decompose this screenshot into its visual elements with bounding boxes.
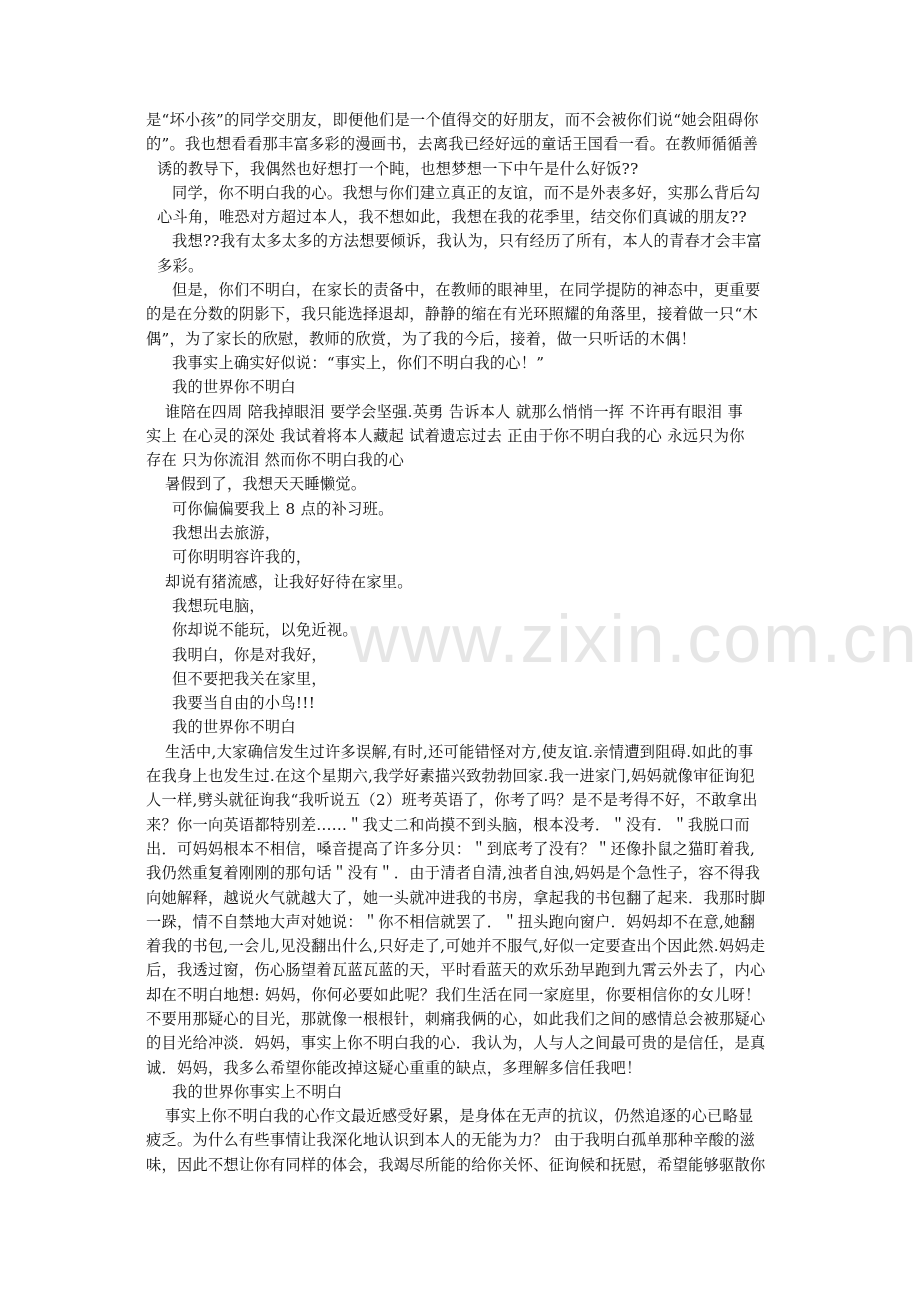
text-line: 我仍然重复着刚刚的那句话＂没有＂．由于清者自清,浊者自浊,妈妈是个急性子，容不得我 (146, 864, 761, 883)
text-line: 我想出去旅游， (172, 524, 281, 543)
text-line: 诚．妈妈，我多么希望你能改掉这疑心重重的缺点，多理解多信任我吧！ (146, 1058, 642, 1077)
text-line: 的是在分数的阴影下，我只能选择退却，静静的缩在有光环照耀的角落里，接着做一只“木 (146, 305, 759, 324)
text-line: 味，因此不想让你有同样的体会，我竭尽所能的给你关怀、征询候和抚慰，希望能够驱散你 (146, 1155, 766, 1174)
text-line: 谁陪在四周 陪我掉眼泪 要学会坚强.英勇 告诉本人 就那么悄悄一挥 不许再有眼泪 事 (165, 402, 743, 421)
text-line: 多彩。 (157, 256, 204, 275)
text-line: 的目光给冲淡．妈妈，事实上你不明白我的心．我认为，人与人之间最可贵的是信任，是真 (146, 1034, 766, 1053)
text-line: 向她解释，越说火气就越大了，她一头就冲进我的书房，拿起我的书包翻了起来．我那时脚 (146, 888, 766, 907)
text-line: 来？你一向英语都特别差......＂我丈二和尚摸不到头脑，根本没考．＂没有．＂我脱口而 (146, 815, 750, 834)
text-line: 是“坏小孩”的同学交朋友，即便他们是一个值得交的好朋友，而不会被你们说“她会阻碍你 (146, 111, 759, 129)
text-line: 一跺，情不自禁地大声对她说：＂你不相信就罢了．＂扭头跑向窗户．妈妈却不在意,她翻 (146, 912, 756, 931)
text-line: 我想??我有太多太多的方法想要倾诉，我认为，只有经历了所有，本人的青春才会丰富 (172, 232, 762, 251)
text-line: 疲乏。为什么有些事情让我深化地认识到本人的无能为力？ 由于我明白孤单那种辛酸的滋 (146, 1131, 756, 1150)
text-line: 出．可妈妈根本不相信，嗓音提高了许多分贝：＂到底考了没有？＂还像扑鼠之猫盯着我, (146, 839, 756, 858)
text-line: 暑假到了，我想天天睡懒觉。 (165, 475, 367, 494)
text-line: 我的世界你不明白 (172, 378, 296, 397)
text-line: 你却说不能玩，以免近视。 (172, 621, 358, 640)
document-body (146, 108, 796, 1177)
text-line: 同学，你不明白我的心。我想与你们建立真正的友谊，而不是外表多好，实那么背后勾 (172, 183, 761, 202)
text-line: 我的世界你不明白 (172, 718, 296, 737)
text-line: 可你偏偏要我上 8 点的补习班。 (172, 499, 394, 518)
text-line: 我事实上确实好似说：“事实上，你们不明白我的心！” (172, 353, 545, 372)
watermark: www.zixin.com.cn (350, 601, 919, 677)
text-line: 可你明明容许我的， (172, 548, 312, 567)
text-line: 偶”，为了家长的欣慰，教师的欣赏，为了我的今后，接着，做一只听话的木偶！ (146, 329, 697, 348)
text-line: 事实上你不明白我的心作文最近感受好累，是身体在无声的抗议，仍然追逐的心已略显 (165, 1107, 754, 1126)
text-line: 我明白，你是对我好， (172, 645, 327, 664)
text-line: 我的世界你事实上不明白 (172, 1082, 343, 1101)
text-line: 人一样,劈头就征询我“我听说五（2）班考英语了，你考了吗？是不是考得不好，不敢拿出 (146, 791, 758, 810)
text-line: 却说有猪流感，让我好好待在家里。 (165, 572, 413, 591)
text-line: 但不要把我关在家里， (172, 669, 327, 688)
text-line: 的”。我也想看看那丰富多彩的漫画书，去离我已经好远的童话王国看一看。在教师循循善 (146, 135, 759, 154)
text-line: 着我的书包,一会儿,见没翻出什么,只好走了,可她并不服气,好似一定要查出个因此然.妈妈走 (146, 937, 766, 956)
text-line: 但是，你们不明白，在家长的责备中，在教师的眼神里，在同学提防的神态中，更重要 (172, 281, 761, 300)
text-line: 在我身上也发生过.在这个星期六,我学好素描兴致勃勃回家.我一进家门,妈妈就像审征询犯 (146, 767, 756, 786)
text-line: 生活中,大家确信发生过许多误解,有时,还可能错怪对方,使友谊.亲情遭到阻碍.如此的事 (165, 742, 754, 761)
text-line: 存在 只为你流泪 然而你不明白我的心 (146, 451, 405, 470)
text-line: 我想玩电脑， (172, 596, 265, 615)
text-line: 实上 在心灵的深处 我试着将本人藏起 试着遗忘过去 正由于你不明白我的心 永远只为你 (146, 426, 745, 445)
text-line: 我要当自由的小鸟!!! (172, 694, 316, 713)
text-line: 后，我透过窗，伤心肠望着瓦蓝瓦蓝的天，平时看蓝天的欢乐劲早跑到九霄云外去了，内心 (146, 961, 766, 980)
text-line: 却在不明白地想: 妈妈，你何必要如此呢？我们生活在同一家庭里，你要相信你的女儿呀！ (146, 985, 761, 1004)
text-line: 心斗角，唯恐对方超过本人，我不想如此，我想在我的花季里，结交你们真诚的朋友?? (157, 208, 747, 227)
text-line: 不要用那疑心的目光，那就像一根根针，刺痛我俩的心，如此我们之间的感情总会被那疑心 (146, 1009, 766, 1028)
text-line: 诱的教导下，我偶然也好想打一个盹，也想梦想一下中午是什么好饭?? (157, 159, 639, 178)
